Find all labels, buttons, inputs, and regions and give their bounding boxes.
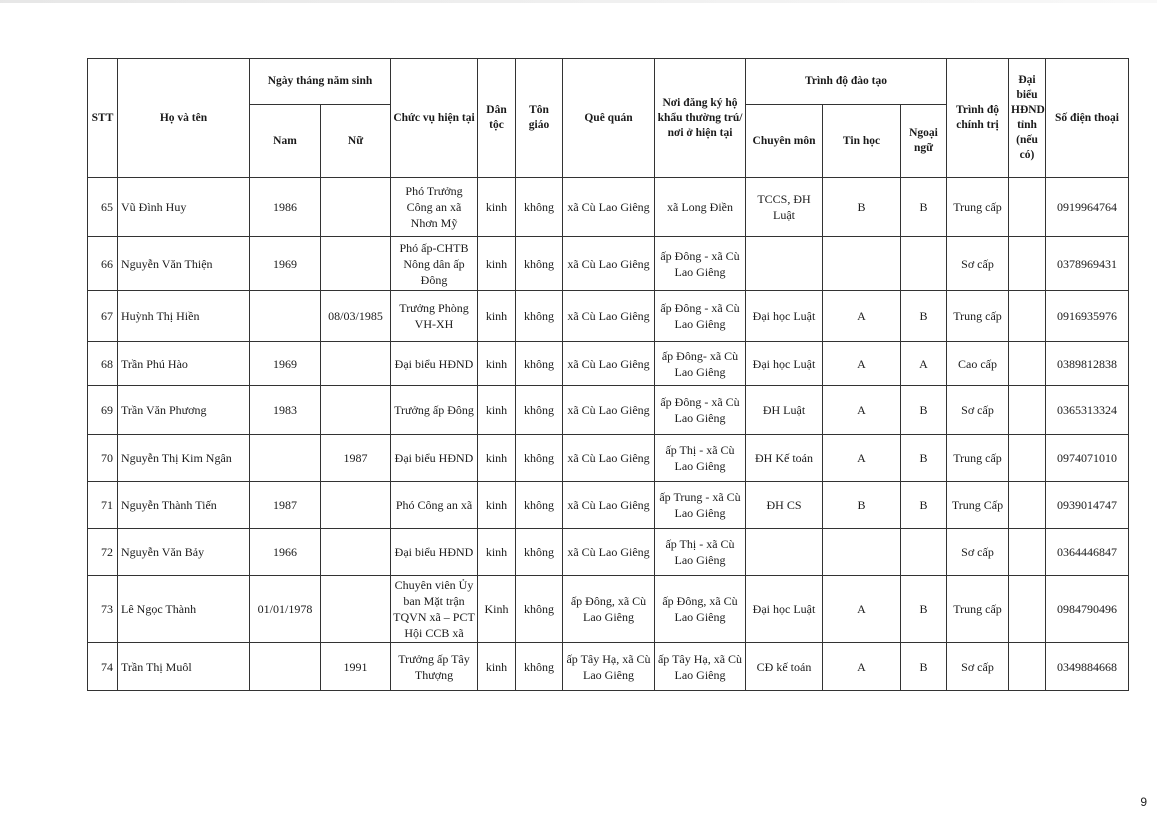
row-it: B: [823, 482, 901, 529]
row-specialty: Đại học Luật: [746, 342, 823, 386]
row-name: Trần Văn Phương: [118, 386, 250, 435]
header-specialty: Chuyên môn: [746, 105, 823, 178]
row-specialty: TCCS, ĐH Luật: [746, 178, 823, 237]
row-position: Phó Trưởng Công an xã Nhơn Mỹ: [391, 178, 478, 237]
header-phone: Số điện thoại: [1046, 59, 1129, 178]
row-ethnicity: kinh: [478, 386, 516, 435]
row-specialty: CĐ kế toán: [746, 643, 823, 691]
row-specialty: ĐH Kế toán: [746, 435, 823, 482]
row-stt: 68: [88, 342, 118, 386]
row-political: Sơ cấp: [947, 643, 1009, 691]
row-phone: 0974071010: [1046, 435, 1129, 482]
row-dob-male: 1987: [250, 482, 321, 529]
candidate-table: [87, 58, 1129, 691]
table-row: [88, 386, 1129, 435]
header-delegate: Đại biểu HĐND tỉnh (nếu có): [1009, 59, 1046, 178]
row-name: Nguyễn Thành Tiến: [118, 482, 250, 529]
row-specialty: ĐH CS: [746, 482, 823, 529]
row-name: Nguyễn Văn Thiện: [118, 237, 250, 291]
row-dob-female: 1991: [321, 643, 391, 691]
row-dob-female: 1987: [321, 435, 391, 482]
table-row: [88, 482, 1129, 529]
row-stt: 69: [88, 386, 118, 435]
row-dob-male: 1983: [250, 386, 321, 435]
row-stt: 72: [88, 529, 118, 576]
row-phone: 0939014747: [1046, 482, 1129, 529]
row-it: A: [823, 342, 901, 386]
row-language: B: [901, 386, 947, 435]
row-phone: 0919964764: [1046, 178, 1129, 237]
row-delegate: [1009, 529, 1046, 576]
row-name: Trần Phú Hào: [118, 342, 250, 386]
row-political: Trung Cấp: [947, 482, 1009, 529]
row-phone: 0984790496: [1046, 576, 1129, 643]
row-religion: không: [516, 643, 563, 691]
row-stt: 65: [88, 178, 118, 237]
row-position: Phó ấp-CHTB Nông dân ấp Đông: [391, 237, 478, 291]
row-political: Sơ cấp: [947, 529, 1009, 576]
header-position: Chức vụ hiện tại: [391, 59, 478, 178]
row-dob-male: 1969: [250, 342, 321, 386]
row-it: A: [823, 291, 901, 342]
row-delegate: [1009, 643, 1046, 691]
row-political: Sơ cấp: [947, 386, 1009, 435]
row-religion: không: [516, 386, 563, 435]
row-specialty: Đại học Luật: [746, 576, 823, 643]
row-position: Đại biểu HĐND: [391, 435, 478, 482]
row-stt: 73: [88, 576, 118, 643]
row-ethnicity: kinh: [478, 291, 516, 342]
row-delegate: [1009, 576, 1046, 643]
row-dob-male: 1969: [250, 237, 321, 291]
row-language: B: [901, 435, 947, 482]
header-hometown: Quê quán: [563, 59, 655, 178]
row-phone: 0364446847: [1046, 529, 1129, 576]
row-political: Sơ cấp: [947, 237, 1009, 291]
row-it: A: [823, 576, 901, 643]
row-it: [823, 529, 901, 576]
row-phone: 0389812838: [1046, 342, 1129, 386]
row-dob-female: [321, 529, 391, 576]
table-row: [88, 576, 1129, 643]
row-hometown: xã Cù Lao Giêng: [563, 178, 655, 237]
row-name: Vũ Đình Huy: [118, 178, 250, 237]
row-political: Trung cấp: [947, 291, 1009, 342]
row-dob-male: 1966: [250, 529, 321, 576]
row-hometown: xã Cù Lao Giêng: [563, 237, 655, 291]
row-hometown: ấp Đông, xã Cù Lao Giêng: [563, 576, 655, 643]
row-delegate: [1009, 386, 1046, 435]
header-stt: STT: [88, 59, 118, 178]
row-it: A: [823, 643, 901, 691]
row-name: Nguyễn Văn Bảy: [118, 529, 250, 576]
row-position: Trưởng Phòng VH-XH: [391, 291, 478, 342]
row-specialty: Đại học Luật: [746, 291, 823, 342]
row-ethnicity: kinh: [478, 643, 516, 691]
row-dob-female: [321, 576, 391, 643]
scan-edge-shadow: [0, 0, 1157, 3]
row-position: Trưởng ấp Đông: [391, 386, 478, 435]
row-it: B: [823, 178, 901, 237]
row-stt: 70: [88, 435, 118, 482]
row-language: B: [901, 643, 947, 691]
table-header: [88, 59, 1129, 178]
row-religion: không: [516, 342, 563, 386]
row-residence: ấp Trung - xã Cù Lao Giêng: [655, 482, 746, 529]
row-residence: ấp Đông - xã Cù Lao Giêng: [655, 237, 746, 291]
row-phone: 0349884668: [1046, 643, 1129, 691]
row-delegate: [1009, 342, 1046, 386]
row-position: Đại biểu HĐND: [391, 529, 478, 576]
row-position: Trưởng ấp Tây Thượng: [391, 643, 478, 691]
header-dob-male: Nam: [250, 105, 321, 178]
row-hometown: xã Cù Lao Giêng: [563, 482, 655, 529]
row-ethnicity: Kinh: [478, 576, 516, 643]
header-training-group: Trình độ đào tạo: [746, 59, 947, 105]
row-dob-male: [250, 435, 321, 482]
row-dob-male: 1986: [250, 178, 321, 237]
row-it: A: [823, 386, 901, 435]
table-row: [88, 291, 1129, 342]
row-religion: không: [516, 237, 563, 291]
row-stt: 66: [88, 237, 118, 291]
row-religion: không: [516, 178, 563, 237]
row-delegate: [1009, 482, 1046, 529]
row-delegate: [1009, 178, 1046, 237]
row-residence: ấp Đông - xã Cù Lao Giêng: [655, 386, 746, 435]
row-phone: 0916935976: [1046, 291, 1129, 342]
row-ethnicity: kinh: [478, 342, 516, 386]
row-delegate: [1009, 237, 1046, 291]
row-ethnicity: kinh: [478, 237, 516, 291]
row-dob-male: [250, 643, 321, 691]
row-delegate: [1009, 435, 1046, 482]
row-delegate: [1009, 291, 1046, 342]
row-language: [901, 237, 947, 291]
header-religion: Tôn giáo: [516, 59, 563, 178]
row-language: A: [901, 342, 947, 386]
row-dob-female: [321, 237, 391, 291]
table-row: [88, 237, 1129, 291]
row-specialty: [746, 237, 823, 291]
row-dob-female: 08/03/1985: [321, 291, 391, 342]
row-language: [901, 529, 947, 576]
table-row: [88, 435, 1129, 482]
table-row: [88, 643, 1129, 691]
row-hometown: xã Cù Lao Giêng: [563, 529, 655, 576]
row-political: Trung cấp: [947, 576, 1009, 643]
row-dob-male: [250, 291, 321, 342]
row-residence: ấp Tây Hạ, xã Cù Lao Giêng: [655, 643, 746, 691]
row-language: B: [901, 576, 947, 643]
row-name: Huỳnh Thị Hiền: [118, 291, 250, 342]
row-ethnicity: kinh: [478, 178, 516, 237]
row-dob-female: [321, 178, 391, 237]
row-hometown: ấp Tây Hạ, xã Cù Lao Giêng: [563, 643, 655, 691]
row-residence: ấp Đông, xã Cù Lao Giêng: [655, 576, 746, 643]
header-name: Họ và tên: [118, 59, 250, 178]
header-language: Ngoại ngữ: [901, 105, 947, 178]
table-body: [88, 178, 1129, 691]
table-row: [88, 342, 1129, 386]
row-language: B: [901, 178, 947, 237]
row-residence: ấp Đông - xã Cù Lao Giêng: [655, 291, 746, 342]
row-ethnicity: kinh: [478, 482, 516, 529]
header-political: Trình độ chính trị: [947, 59, 1009, 178]
header-ethnicity: Dân tộc: [478, 59, 516, 178]
header-dob-female: Nữ: [321, 105, 391, 178]
row-language: B: [901, 291, 947, 342]
row-residence: xã Long Điền: [655, 178, 746, 237]
header-residence: Nơi đăng ký hộ khẩu thường trú/ nơi ở hiện tại: [655, 59, 746, 178]
row-dob-female: [321, 386, 391, 435]
row-stt: 71: [88, 482, 118, 529]
row-name: Trần Thị Muôl: [118, 643, 250, 691]
row-ethnicity: kinh: [478, 529, 516, 576]
row-stt: 67: [88, 291, 118, 342]
row-religion: không: [516, 576, 563, 643]
row-religion: không: [516, 529, 563, 576]
row-dob-female: [321, 482, 391, 529]
row-political: Cao cấp: [947, 342, 1009, 386]
row-name: Lê Ngọc Thành: [118, 576, 250, 643]
row-hometown: xã Cù Lao Giêng: [563, 435, 655, 482]
row-position: Phó Công an xã: [391, 482, 478, 529]
row-religion: không: [516, 435, 563, 482]
header-it: Tin học: [823, 105, 901, 178]
row-phone: 0365313324: [1046, 386, 1129, 435]
row-dob-male: 01/01/1978: [250, 576, 321, 643]
page-number: 9: [1140, 795, 1147, 809]
row-religion: không: [516, 482, 563, 529]
row-political: Trung cấp: [947, 435, 1009, 482]
header-dob-group: Ngày tháng năm sinh: [250, 59, 391, 105]
row-phone: 0378969431: [1046, 237, 1129, 291]
row-it: A: [823, 435, 901, 482]
row-it: [823, 237, 901, 291]
row-hometown: xã Cù Lao Giêng: [563, 386, 655, 435]
row-stt: 74: [88, 643, 118, 691]
row-language: B: [901, 482, 947, 529]
row-residence: ấp Thị - xã Cù Lao Giêng: [655, 435, 746, 482]
row-political: Trung cấp: [947, 178, 1009, 237]
row-religion: không: [516, 291, 563, 342]
row-specialty: ĐH Luật: [746, 386, 823, 435]
row-specialty: [746, 529, 823, 576]
row-hometown: xã Cù Lao Giêng: [563, 291, 655, 342]
row-hometown: xã Cù Lao Giêng: [563, 342, 655, 386]
row-ethnicity: kinh: [478, 435, 516, 482]
table-row: [88, 178, 1129, 237]
row-position: Chuyên viên Ủy ban Mặt trận TQVN xã – PCT Hội CCB xã: [391, 576, 478, 643]
row-name: Nguyễn Thị Kim Ngân: [118, 435, 250, 482]
table-row: [88, 529, 1129, 576]
row-residence: ấp Thị - xã Cù Lao Giêng: [655, 529, 746, 576]
row-residence: ấp Đông- xã Cù Lao Giêng: [655, 342, 746, 386]
row-dob-female: [321, 342, 391, 386]
row-position: Đại biểu HĐND: [391, 342, 478, 386]
